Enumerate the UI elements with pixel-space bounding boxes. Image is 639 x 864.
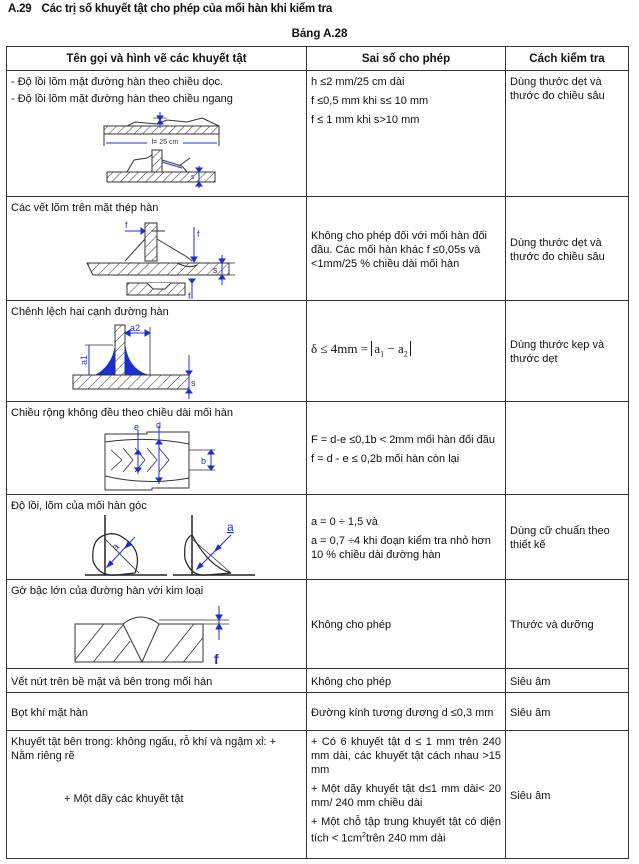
method-text: Dùng cữ chuẩn theo thiết kế — [510, 525, 610, 551]
defect-tolerance-table — [6, 46, 629, 859]
method-text: Dùng thước dẹt và thước đo chiều sâu — [510, 76, 605, 102]
table-header-row — [7, 47, 629, 71]
method-cell — [506, 301, 629, 402]
tolerance-cell — [307, 402, 506, 495]
defect-cell — [7, 669, 307, 693]
dim-label-f: f — [197, 229, 200, 239]
thickness-label: s — [191, 174, 195, 181]
tolerance-text: trên 240 mm dài — [365, 832, 446, 845]
method-text: Siêu âm — [510, 789, 551, 802]
dim-label-e: e — [134, 422, 140, 432]
formula-minus: − — [384, 341, 398, 357]
dim-label-f: f — [214, 651, 219, 667]
tolerance-cell — [307, 580, 506, 669]
tolerance-line: f ≤ 1 mm khi s>10 mm — [311, 114, 420, 126]
weld-surface-figure — [7, 108, 302, 192]
defect-name-line: Vết nứt trên bề mặt và bên trong mối hàn — [11, 675, 213, 688]
section-title-text: Các trị số khuyết tật cho phép của mối hàn khi kiểm tra — [41, 3, 333, 15]
method-text: Thước và dưỡng — [510, 619, 594, 631]
section-title — [8, 3, 332, 15]
tolerance-cell — [307, 71, 506, 197]
header-tolerance: Sai số cho phép — [307, 47, 506, 71]
uneven-width-figure — [7, 422, 302, 494]
table-row — [7, 495, 629, 580]
table-row — [7, 197, 629, 301]
tolerance-line: + Một dãy khuyết tật d≤1 mm dài< 20 mm/ 240 mm chiều dài — [311, 783, 501, 809]
leg-difference-figure — [7, 321, 302, 401]
method-cell — [506, 580, 629, 669]
defect-name-line: Gờ bậc lớn của đường hàn với kim loại — [11, 585, 204, 597]
defect-name-line: Chênh lệch hai cạnh đường hàn — [11, 306, 169, 318]
tolerance-cell — [307, 693, 506, 731]
formula-a2-sub: 2 — [403, 349, 408, 359]
tolerance-line: Không cho phép đối với mối hàn đối đầu. Các mối hàn khác f ≤0,05s và <1mm/25 % chiều dài mối hàn — [311, 229, 487, 270]
tolerance-line: h ≤2 mm/25 cm dài — [311, 76, 405, 88]
tolerance-line: + Có 6 khuyết tật d ≤ 1 mm trên 240 mm dài, các khuyết tật cách nhau >15 mm — [311, 736, 501, 776]
tolerance-cell — [307, 495, 506, 580]
formula-a1: a — [374, 341, 381, 357]
defect-cell — [7, 495, 307, 580]
method-cell — [506, 731, 629, 859]
tolerance-line: Không cho phép — [311, 619, 392, 631]
tolerance-cell — [307, 731, 506, 859]
header-defect-name: Tên gọi và hình vẽ các khuyết tật — [7, 47, 307, 71]
tolerance-line: f = d - e ≤ 0,2b mối hàn còn lại — [311, 452, 460, 465]
table-row — [7, 71, 629, 197]
defect-name-line: Các vết lõm trên mặt thép hàn — [11, 202, 159, 214]
tolerance-line: Không cho phép — [311, 675, 392, 688]
table-row — [7, 669, 629, 693]
method-text — [506, 402, 628, 408]
defect-cell — [7, 580, 307, 669]
method-cell — [506, 402, 629, 495]
defect-name-line: Độ lồi, lõm của mối hàn góc — [11, 500, 147, 512]
defect-cell — [7, 731, 307, 859]
table-caption: Bảng A.28 — [291, 28, 348, 40]
defect-name-line: Khuyết tật bên trong: không ngấu, rỗ khí và ngậm xỉ: + Nằm riêng rẽ — [11, 736, 277, 762]
header-method: Cách kiểm tra — [506, 47, 629, 71]
defect-cell — [7, 197, 307, 301]
table-row — [7, 580, 629, 669]
weld-step-figure — [7, 600, 302, 668]
defect-cell — [7, 71, 307, 197]
dim-label-d: d — [156, 422, 162, 430]
length-label: l= 25 cm — [151, 139, 179, 146]
dim-label-b: b — [201, 456, 207, 466]
section-number: A.29 — [8, 3, 32, 15]
defect-name-line: - Độ lồi lõm mặt đường hàn theo chiều dọc. — [11, 76, 224, 88]
method-cell — [506, 71, 629, 197]
defect-name-line: Bọt khí mặt hàn — [11, 706, 89, 719]
dim-label-a: a — [227, 520, 234, 534]
dim-label-a2: a2 — [130, 323, 141, 333]
tolerance-line: F = d-e ≤0,1b < 2mm mối hàn đối đầu — [311, 433, 495, 446]
method-text: Siêu âm — [510, 675, 551, 688]
dim-label-f: f — [125, 220, 128, 230]
tolerance-cell — [307, 197, 506, 301]
method-cell — [506, 197, 629, 301]
dim-label-s: s — [191, 378, 196, 388]
table-row — [7, 301, 629, 402]
defect-cell — [7, 693, 307, 731]
tolerance-line: Đường kính tương đương d ≤0,3 mm — [311, 706, 494, 719]
tolerance-text: + Một chỗ tập trung khuyết tật có diện tích < 1cm — [311, 816, 501, 845]
fillet-weld-figure — [7, 515, 302, 579]
table-row — [7, 402, 629, 495]
table-row — [7, 731, 629, 859]
area-unit-superscript: 2 — [362, 832, 366, 839]
dim-label-f: f — [188, 291, 191, 299]
method-text: Dùng thước kẹp và thước dẹt — [510, 339, 605, 365]
tolerance-line: f ≤0,5 mm khi s≤ 10 mm — [311, 95, 429, 107]
surface-dent-figure — [7, 217, 302, 299]
method-text: Siêu âm — [510, 706, 551, 719]
tolerance-cell — [307, 669, 506, 693]
tolerance-line: a = 0 ÷ 1,5 và — [311, 515, 378, 528]
formula-a1-sub: 1 — [380, 349, 385, 359]
tolerance-formula — [307, 338, 505, 364]
table-row — [7, 693, 629, 731]
method-cell — [506, 693, 629, 731]
method-text: Dùng thước dẹt và thước đo chiều sâu — [510, 236, 605, 263]
tolerance-line — [311, 815, 501, 846]
defect-cell — [7, 402, 307, 495]
defect-name-line: + Một dãy các khuyết tật — [64, 793, 184, 805]
defect-name-line: Chiều rộng không đều theo chiều dài mối hàn — [11, 407, 233, 419]
method-cell — [506, 495, 629, 580]
defect-name-line: - Độ lồi lõm mặt đường hàn theo chiều ngang — [11, 93, 233, 105]
tolerance-line: a = 0,7 ÷4 khi đoạn kiểm tra nhỏ hơn 10 % chiều dài đường hàn — [311, 534, 491, 561]
formula-a2: a — [397, 341, 404, 357]
formula-lhs: δ ≤ 4mm = — [311, 341, 372, 357]
tolerance-cell — [307, 301, 506, 402]
dim-label-a: a — [109, 541, 122, 554]
method-cell — [506, 669, 629, 693]
dim-label-a1: a1 — [79, 354, 89, 365]
defect-cell — [7, 301, 307, 402]
dim-label-s: s — [213, 265, 218, 275]
